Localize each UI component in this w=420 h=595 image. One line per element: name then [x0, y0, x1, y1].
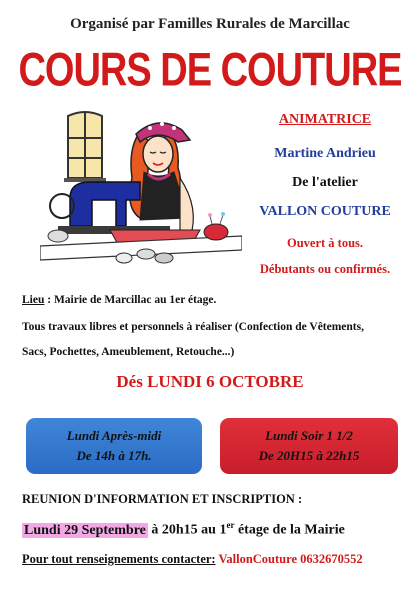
contact-label: Pour tout renseignements contacter:: [22, 552, 216, 566]
contact-line: [22, 552, 363, 567]
animator-heading: ANIMATRICE: [278, 112, 372, 127]
meeting-ordinal: er: [226, 520, 235, 530]
sewing-woman-illustration: [40, 108, 242, 286]
session-afternoon-hours: De 14h à 17h.: [76, 448, 152, 463]
open-to-all: Ouvert à tous.: [286, 236, 364, 250]
contact-value: VallonCouture 0632670552: [218, 552, 363, 566]
main-title: COURS DE COUTURE: [18, 44, 402, 97]
session-afternoon-day: Lundi Après-midi: [66, 428, 162, 443]
atelier-name: VALLON COUTURE: [259, 204, 391, 219]
session-afternoon: [26, 418, 202, 474]
session-evening-hours: De 20H15 à 22h15: [258, 448, 360, 463]
session-evening: [220, 418, 398, 474]
meeting-date: Lundi 29 Septembre: [24, 522, 146, 538]
pincushion-icon: [204, 212, 228, 240]
meeting-date-line: [22, 520, 345, 539]
atelier-prefix: De l'atelier: [292, 175, 358, 190]
works-description: Tous travaux libres et personnels à réaliser (Confection de Vêtements,: [22, 321, 364, 333]
meeting-location: étage de la Mairie: [234, 522, 345, 538]
window-icon: [64, 112, 106, 182]
session-evening-day: Lundi Soir 1 1/2: [265, 428, 353, 443]
location-value: : Mairie de Marcillac au 1er étage.: [44, 294, 217, 306]
animator-name: Martine Andrieu: [274, 146, 376, 161]
organiser-line: Organisé par Familles Rurales de Marcillac: [70, 16, 350, 32]
levels-text: Débutants ou confirmés.: [259, 262, 391, 276]
works-description-cont: Sacs, Pochettes, Ameublement, Retouche...): [22, 346, 235, 358]
location-line: [22, 294, 216, 306]
meeting-time: à 20h15 au 1: [147, 522, 227, 538]
meeting-heading: REUNION D'INFORMATION ET INSCRIPTION :: [22, 492, 303, 506]
location-label: Lieu: [22, 294, 45, 306]
start-date: Dés LUNDI 6 OCTOBRE: [116, 372, 304, 391]
